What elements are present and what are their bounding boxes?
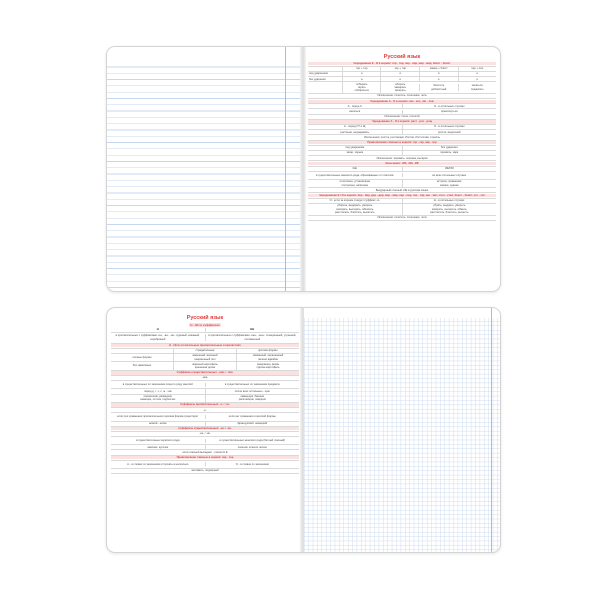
rule-cell: полные формы	[132, 356, 152, 360]
rule-cell: убрать, выдрать, умереть запереть, вытереть, обжечь расстелить, блестеть, вычесть	[402, 204, 497, 215]
rule-cell: если нет сравнения и краткой формы	[205, 415, 300, 419]
rule-cell: Безударный гласный -ИЕ в русском языке	[375, 188, 429, 192]
rule-cell: Чередование А - О в корнях: кас - кос, лаг - лож	[308, 100, 496, 103]
rule-cell: перед д, т, з, с, ж - чик	[143, 389, 172, 393]
rule-cell: и	[380, 77, 419, 81]
rule-cell: е	[380, 72, 419, 76]
margin-line	[285, 47, 286, 291]
rule-cell: и	[458, 77, 497, 81]
rule-row	[111, 381, 299, 389]
rule-cell: в существительных мужского рода	[136, 439, 180, 442]
rule-cell: Суффиксы существительных: -ник- / -чик-	[111, 371, 299, 374]
rule-cell: и	[342, 72, 381, 76]
rule-cell: И - если за корнем следует суффикс -А-	[329, 199, 380, 203]
rule-cell: жаренный, вяленый некрашеный пол	[173, 354, 236, 361]
rule-cell: встреча, сравнение знание, здание	[402, 180, 497, 187]
reference-sheet	[304, 47, 500, 291]
lined-page	[107, 47, 303, 291]
rule-cell: без ударения	[402, 146, 497, 150]
rule-row	[111, 469, 299, 474]
rule-cell: Чередование Е / И в корнях: бер - бир, дер - дир, мер - мир, пер - пир, тер - тир, жег - жиг, стел - стил, блест - блист, чет - чит	[308, 194, 496, 197]
rule-cell: убирать, выдирать, умирать запирать, вытирать, обжигать расстилать, блистать, вычитать	[334, 204, 375, 214]
rule-cell: жареный картофель крашеная доска	[173, 362, 236, 369]
rule-cell: потоплена, установлена построена, написана	[339, 180, 370, 187]
rule-cell: Исключения: полог, пологий	[384, 115, 420, 119]
rule-cell: каменщик, банщик расклейщик, сварщик	[205, 395, 300, 402]
rule-cell: Исключения: росток, ростовщик, Ростов, Ростислав, отрасль	[363, 135, 441, 139]
rule-cell: О - в остальных случаях	[402, 104, 497, 108]
rule-cell: во всех остальных случаях	[402, 173, 497, 177]
notebook-spread-bottom	[106, 307, 501, 553]
rule-cell: замир + блист	[419, 67, 458, 71]
rule-cell: после всех остальных - щик	[205, 389, 300, 393]
rule-cell: блестеть доблестный	[419, 84, 458, 91]
header-gap	[304, 308, 500, 318]
rule-cell: в прилагательных с суффиксами -онн-, -енн-: станционный, утренний, соломенный	[205, 334, 300, 341]
rule-cell: в прилагательных с суффиксами -ин-, -ан-, -ян-: куриный, кожаный, серебряный	[115, 334, 200, 341]
rule-row	[308, 82, 496, 94]
rule-row	[111, 461, 299, 469]
rule-cell: под ударением	[345, 146, 365, 150]
rule-cell: перевозчик, разведчик камещик, летчик, подписчик	[140, 394, 176, 402]
rule-cell: в существительных женского рода, образованных от глаголов	[316, 173, 394, 177]
rule-cell: а	[342, 77, 381, 81]
rule-cell: загар, зорька	[346, 151, 363, 155]
rule-row	[308, 204, 496, 216]
rule-cell: Исключения: зоревать, зорянка, выгарки	[376, 156, 428, 160]
rule-cell: заставить, подзорный	[191, 469, 219, 473]
rule-cell: Н	[156, 327, 159, 331]
rule-cell: Суффиксы существительных: -ек- / -ик-	[111, 427, 299, 430]
rule-cell	[308, 68, 342, 69]
rule-cell: е	[458, 72, 497, 76]
rule-row	[111, 395, 299, 403]
rule-cell: росток, выросший	[402, 130, 497, 134]
rule-cell: А - в словах со значением отпускать в несколько	[127, 462, 189, 466]
rule-cell: краткие формы	[236, 349, 299, 353]
rule-row	[308, 172, 496, 180]
rule-cell: О - в словах со значением	[205, 462, 300, 466]
sheet-title: Русский язык	[186, 315, 224, 321]
margin-line	[491, 308, 492, 552]
rule-cell: страдательные	[173, 349, 236, 353]
rule-cell: Ь/Е	[352, 166, 357, 170]
rule-cell: Е - в остальных случаях	[402, 199, 497, 203]
rule-cell: горевать, заря	[402, 151, 497, 155]
rule-cell: низкий - низок	[148, 421, 167, 425]
rule-cell: и	[419, 72, 458, 76]
rule-cell: -ек- / -ик-	[199, 432, 211, 436]
rule-row	[111, 354, 299, 362]
rule-cell: пер + пир	[458, 67, 497, 71]
grid-page	[304, 308, 500, 552]
rule-row	[111, 437, 299, 445]
rule-cell	[308, 87, 342, 88]
notebook-spread-top	[106, 46, 501, 292]
rule-row	[111, 362, 299, 370]
rule-cell: пальчик, ключик, мячик	[205, 445, 300, 449]
rule-cell: Исключения: сочетать, сочетание, чета	[377, 215, 427, 219]
rule-table	[111, 328, 299, 475]
rule-cell: е	[419, 77, 458, 81]
rule-cell: без зависимых	[132, 364, 152, 368]
rule-cell: связанный, окрашенный палено вдвойне	[236, 354, 299, 361]
rule-cell: Правописание гласных в корнях: зар - зор	[111, 456, 299, 459]
rule-cell: растение, выращивать	[340, 130, 370, 134]
rule-cell: НН	[205, 328, 300, 332]
rule-cell: замочек, кусочек	[147, 445, 169, 449]
sheet-subtitle: Н - НН в суффиксах	[190, 322, 220, 327]
rule-cell: прикоснуться	[402, 110, 497, 114]
rule-cell: А - перед А	[347, 104, 362, 108]
rule-row	[308, 180, 496, 188]
rule-table	[308, 62, 496, 221]
rule-row	[111, 413, 299, 421]
rule-cell: Окончания: -ИЯ, -ИИ, -ИЕ	[308, 162, 496, 165]
header-gap	[107, 47, 303, 60]
rule-cell: касаться	[349, 109, 361, 113]
rule-cell: касаться поджигать	[458, 84, 497, 91]
rule-cell: Правописание гласных в корнях: гор - гар, зар - зор	[308, 141, 496, 144]
rule-cell: под ударением	[309, 72, 328, 76]
rule-cell: О - в остальных случаях	[402, 125, 497, 129]
rule-row	[308, 216, 496, 221]
rule-cell: Исключения: сочетать, сочетание, чета	[377, 94, 427, 98]
sheet-title: Русский язык	[383, 54, 421, 60]
rule-cell: ИЕ/ИЯ	[402, 167, 497, 171]
rule-cell: Чередование Е - И в корнях: тер - тир, пер - пир, мер - мир, блест - блист	[308, 62, 496, 65]
rule-cell: без ударения	[309, 77, 326, 81]
rule-cell: собирать тереть собираться	[342, 82, 381, 93]
rule-cell: если гласный выпадает - пишется Е	[182, 450, 228, 454]
rule-row	[111, 333, 299, 344]
rule-cell	[111, 351, 173, 352]
rule-cell: Чередование А - О в корнях: раст - рос - рощ	[308, 120, 496, 123]
rule-cell: А - перед СТ и Щ	[344, 125, 366, 129]
rule-cell: в существительных женского рода (беглый гласный)	[205, 439, 300, 443]
rule-cell: -ник-	[202, 376, 208, 380]
rule-cell: Суффиксы прилагательных: -к- / -ск-	[111, 403, 299, 406]
rule-cell: Н - НН в отглагольных прилагательных и причастиях	[111, 344, 299, 347]
rule-cell: тер + тир	[342, 67, 381, 71]
rule-cell: в существительных со значением лица по роду занятий	[122, 383, 193, 387]
rule-cell: -к-	[203, 408, 207, 412]
rule-cell: тер + тир	[380, 67, 419, 71]
rule-cell: обирать замирать запереть	[380, 82, 419, 93]
rule-cell: если при сравнении прилагательного краткая форма существует	[117, 415, 199, 419]
rule-cell: французский, немецкий	[205, 422, 300, 426]
rule-cell: раскрашен, вязан сделан картофель	[236, 362, 299, 369]
rule-cell: в существительных со значением предмета	[205, 383, 300, 387]
reference-sheet	[107, 308, 303, 552]
